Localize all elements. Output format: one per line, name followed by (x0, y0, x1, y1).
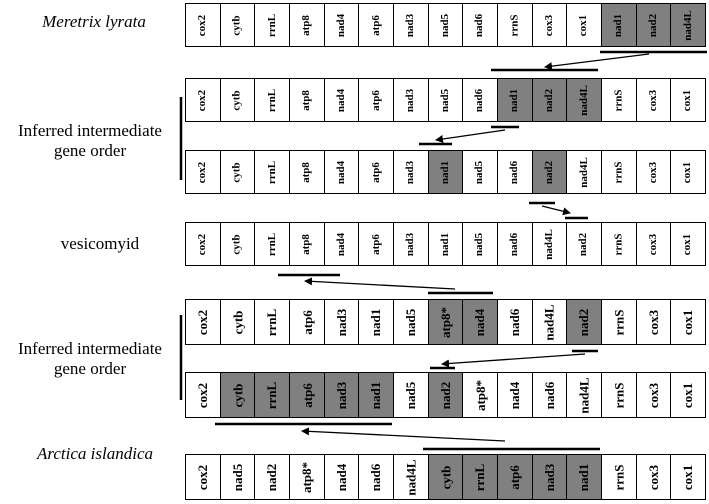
gene-label: nad4L (541, 303, 557, 341)
gene-label: cox3 (645, 309, 661, 335)
gene-label: rrnL (265, 160, 278, 184)
gene-label: atp6 (299, 309, 315, 335)
move-arrow (442, 354, 585, 364)
gene-label: nad1 (438, 232, 451, 256)
gene-label: nad6 (473, 13, 486, 37)
gene-label: nad5 (438, 13, 451, 37)
gene-label: nad2 (542, 88, 555, 112)
gene-label: nad1 (368, 308, 384, 336)
gene-label: nad1 (368, 381, 384, 409)
gene-label: cox1 (681, 233, 694, 255)
move-arrow (305, 281, 455, 289)
gene-label: nad6 (368, 463, 384, 491)
gene-label: cox1 (681, 161, 694, 183)
gene-label: nad5 (229, 463, 245, 491)
gene-label: rrnS (508, 14, 521, 36)
gene-label: nad3 (333, 308, 349, 336)
gene-label: nad5 (473, 160, 486, 184)
gene-label: nad5 (473, 232, 486, 256)
gene-label: nad6 (473, 88, 486, 112)
gene-label: atp8 (300, 89, 313, 111)
move-arrow (545, 54, 649, 67)
gene-label: nad4 (472, 308, 488, 336)
gene-label: nad6 (508, 232, 521, 256)
gene-label: cytb (229, 383, 245, 407)
gene-label: cox3 (645, 382, 661, 408)
gene-label: cox3 (542, 14, 555, 36)
label-vesicomyid: vesicomyid (60, 234, 140, 253)
gene-label: rrnL (265, 13, 278, 37)
gene-label: atp6 (369, 14, 382, 36)
label-inferred-intermediate-a-line2: gene order (53, 141, 127, 160)
gene-label: nad1 (612, 13, 625, 37)
gene-label: nad6 (508, 160, 521, 184)
gene-label: nad4 (334, 13, 347, 37)
gene-label: nad2 (437, 381, 453, 409)
gene-label: atp8 (300, 233, 313, 255)
gene-label: nad3 (404, 13, 417, 37)
gene-label: cox2 (195, 309, 211, 335)
gene-label: atp6 (507, 464, 523, 490)
gene-label: cox3 (646, 161, 659, 183)
move-arrow (302, 431, 505, 441)
gene-label: cox2 (195, 464, 211, 490)
gene-label: rrnS (612, 233, 625, 255)
gene-label: nad2 (264, 463, 280, 491)
gene-label: nad4L (542, 228, 555, 260)
gene-label: nad6 (507, 308, 523, 336)
gene-label: nad2 (646, 13, 659, 37)
gene-label: cox1 (680, 382, 696, 408)
gene-label: atp8* (472, 379, 488, 411)
gene-label: rrnS (611, 382, 627, 408)
gene-label: nad3 (333, 381, 349, 409)
gene-label: nad3 (404, 88, 417, 112)
gene-label: atp6 (299, 382, 315, 408)
gene-label: nad2 (576, 308, 592, 336)
gene-label: nad4L (403, 458, 419, 496)
gene-label: nad4L (681, 9, 694, 41)
label-inferred-intermediate-b-line2: gene order (53, 359, 127, 378)
gene-label: nad1 (508, 88, 521, 112)
gene-label: rrnS (612, 161, 625, 183)
gene-label: atp8 (300, 14, 313, 36)
gene-label: rrnL (264, 308, 280, 336)
gene-label: cox2 (196, 233, 209, 255)
gene-label: atp6 (369, 161, 382, 183)
gene-label: nad3 (541, 463, 557, 491)
gene-label: cox3 (646, 89, 659, 111)
gene-label: atp8* (299, 461, 315, 493)
gene-label: nad4 (333, 463, 349, 491)
move-arrow (436, 130, 505, 140)
gene-label: atp6 (369, 233, 382, 255)
gene-label: rrnL (265, 232, 278, 256)
gene-label: cytb (437, 465, 453, 489)
gene-label: nad6 (541, 381, 557, 409)
gene-label: cox2 (195, 382, 211, 408)
gene-label: rrnS (611, 464, 627, 490)
gene-label: cox1 (681, 89, 694, 111)
move-arrow (542, 206, 570, 213)
gene-label: cox2 (196, 89, 209, 111)
gene-label: cox3 (645, 464, 661, 490)
gene-label: cytb (230, 233, 243, 255)
label-inferred-intermediate-b-line1: Inferred intermediate (18, 339, 162, 358)
gene-label: atp8* (437, 306, 453, 338)
gene-label: nad4 (334, 232, 347, 256)
gene-label: cox1 (680, 464, 696, 490)
gene-label: nad2 (542, 160, 555, 184)
gene-label: nad1 (438, 160, 451, 184)
gene-label: cox2 (196, 14, 209, 36)
gene-label: cox1 (680, 309, 696, 335)
gene-label: atp8 (300, 161, 313, 183)
gene-label: nad4L (576, 376, 592, 414)
gene-label: nad5 (403, 381, 419, 409)
label-meretrix-lyrata: Meretrix lyrata (42, 12, 146, 31)
gene-label: rrnS (612, 89, 625, 111)
gene-label: nad3 (404, 160, 417, 184)
gene-label: cox1 (577, 14, 590, 36)
gene-label: cytb (230, 89, 243, 111)
gene-label: atp6 (369, 89, 382, 111)
gene-label: rrnS (611, 309, 627, 335)
gene-label: nad5 (438, 88, 451, 112)
gene-label: cytb (229, 310, 245, 334)
gene-label: nad4 (334, 160, 347, 184)
gene-label: nad2 (577, 232, 590, 256)
gene-label: cytb (230, 161, 243, 183)
gene-label: nad4L (577, 156, 590, 188)
gene-label: rrnL (264, 381, 280, 409)
gene-label: nad3 (404, 232, 417, 256)
gene-label: nad4L (577, 84, 590, 116)
gene-label: rrnL (265, 88, 278, 112)
gene-label: nad4 (507, 381, 523, 409)
gene-label: nad4 (334, 88, 347, 112)
gene-label: cytb (230, 14, 243, 36)
label-inferred-intermediate-a-line1: Inferred intermediate (18, 121, 162, 140)
gene-label: nad5 (403, 308, 419, 336)
gene-label: cox2 (196, 161, 209, 183)
gene-label: nad1 (576, 463, 592, 491)
gene-label: cox3 (646, 233, 659, 255)
label-arctica-islandica: Arctica islandica (37, 444, 153, 463)
gene-label: rrnL (472, 463, 488, 491)
